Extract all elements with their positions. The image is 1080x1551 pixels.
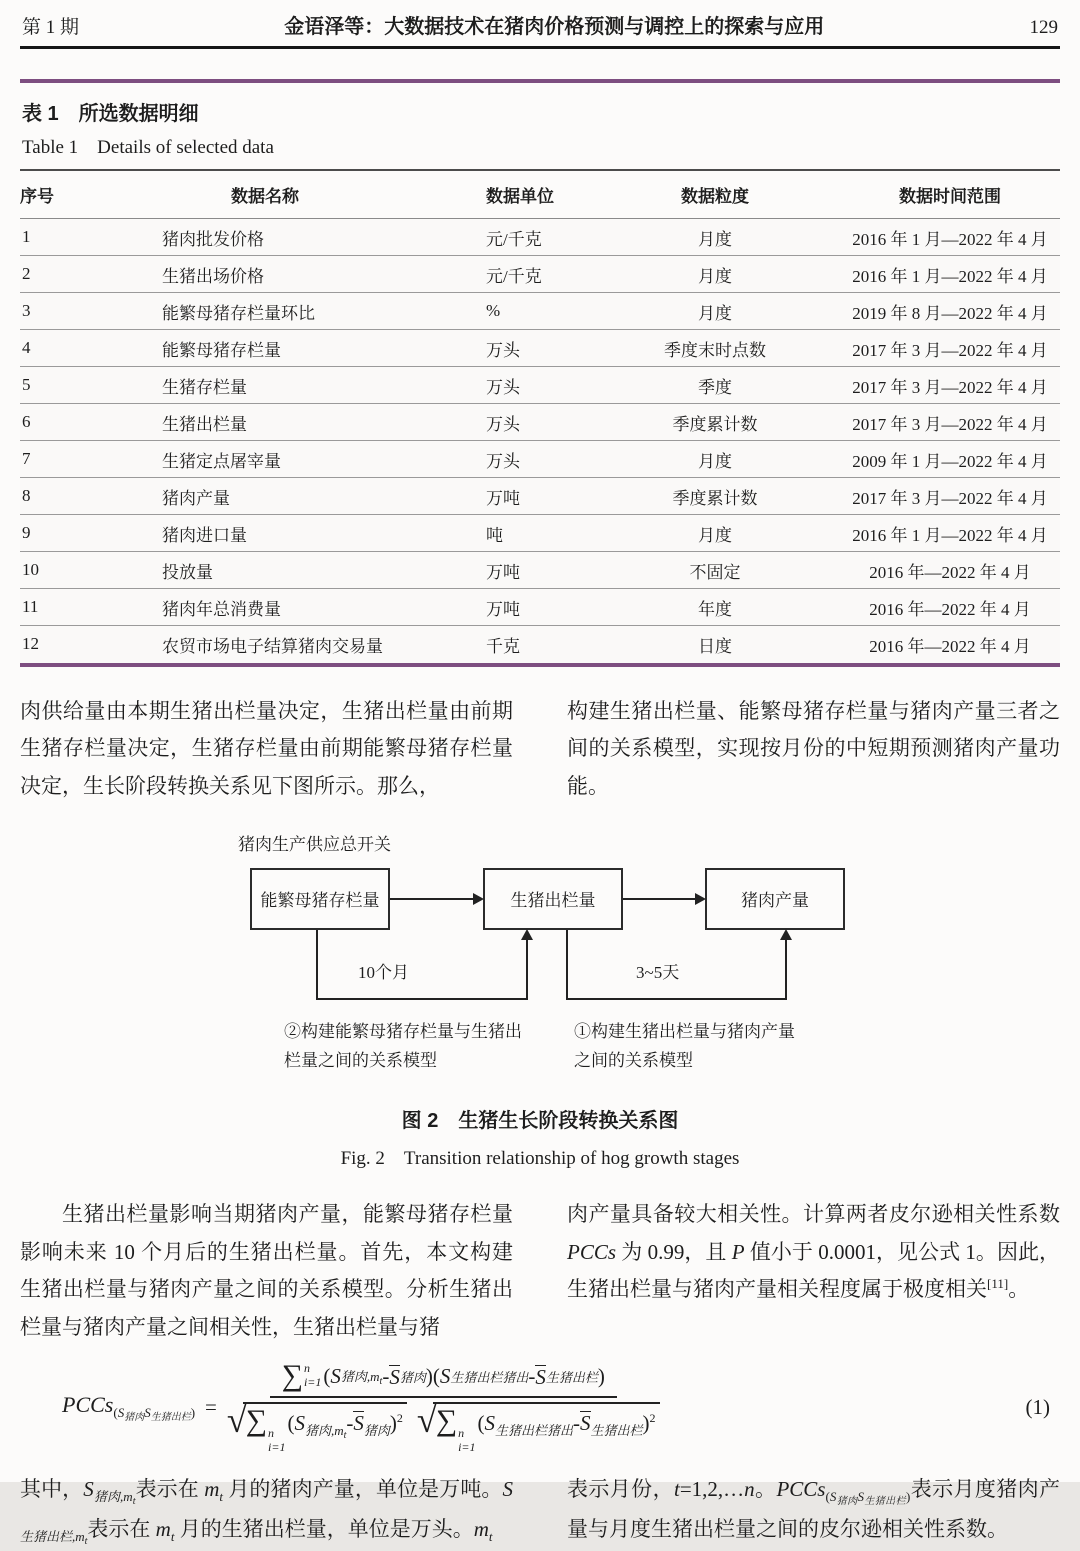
cell-range: 2017 年 3 月—2022 年 4 月 [840, 478, 1060, 515]
cell-index: 6 [20, 404, 80, 441]
math-sub [93, 1488, 136, 1507]
math-sub-text: 猪肉,m [93, 1488, 133, 1504]
cell-name: 猪肉产量 [80, 478, 450, 515]
math-sub-text: 猪肉 [363, 1423, 390, 1439]
paren: ( [477, 1411, 485, 1436]
radical [227, 1402, 407, 1455]
table-bottom-accent-rule [20, 663, 1060, 667]
sum-icon: ∑ [245, 1404, 268, 1438]
elbow1-horizontal-line [316, 998, 528, 1000]
radical-body [243, 1402, 407, 1455]
text-run: 肉产量具备较大相关性。计算两者皮尔逊相关性系数 [567, 1201, 1060, 1226]
math-subsub: 猪肉 [124, 1412, 145, 1424]
math-var-s-bar: S [353, 1411, 364, 1436]
math-sub [341, 1366, 382, 1387]
table-row [20, 219, 1060, 256]
diagram-switch-label: 猪肉生产供应总开关 [238, 834, 391, 854]
paren: ( [323, 1363, 331, 1388]
elbow2-up-line [785, 940, 787, 1000]
cell-unit: 千克 [450, 626, 590, 663]
arrow-line-1 [390, 898, 474, 900]
cell-granularity: 季度 [590, 367, 840, 404]
arrow-right-icon [473, 893, 484, 905]
text-columns-2 [20, 1196, 1060, 1347]
cell-name: 能繁母猪存栏量 [80, 330, 450, 367]
sum-limits [268, 1427, 285, 1455]
fraction [227, 1361, 660, 1455]
table-title-cn: 表 1 所选数据明细 [22, 103, 199, 125]
minus-sign: - [528, 1363, 536, 1388]
sqrt-icon: √ [416, 1400, 437, 1441]
minus-sign: - [346, 1411, 354, 1436]
cell-granularity: 月度 [590, 293, 840, 330]
math-var-m: m [473, 1516, 489, 1541]
cell-range: 2019 年 8 月—2022 年 4 月 [840, 293, 1060, 330]
elbow2-down-line [566, 930, 568, 1000]
sum-upper: n [268, 1426, 275, 1441]
square-exponent: 2 [649, 1411, 656, 1426]
cell-range: 2016 年 1 月—2022 年 4 月 [840, 256, 1060, 293]
math-var-n: n [744, 1476, 755, 1501]
cell-name: 能繁母猪存栏量环比 [80, 293, 450, 330]
cell-index: 3 [20, 293, 80, 330]
fraction-denominator [227, 1398, 660, 1455]
arrow-right-icon [695, 893, 706, 905]
data-table-head [20, 170, 1060, 219]
table-row [20, 330, 1060, 367]
table-title-en: Table 1 Details of selected data [22, 137, 274, 158]
data-table-body [20, 219, 1060, 663]
cell-index: 2 [20, 256, 80, 293]
table-row [20, 256, 1060, 293]
table-row [20, 589, 1060, 626]
math-var-t: t [673, 1476, 680, 1501]
cell-range: 2017 年 3 月—2022 年 4 月 [840, 367, 1060, 404]
fraction-numerator [270, 1361, 617, 1398]
diagram-note-2 [284, 1018, 522, 1076]
paren: ) [905, 1488, 911, 1504]
cell-name: 生猪出场价格 [80, 256, 450, 293]
cell-name: 猪肉批发价格 [80, 219, 450, 256]
paren: ) [597, 1363, 605, 1388]
math-var-s-bar: S [580, 1411, 591, 1436]
cell-index: 7 [20, 441, 80, 478]
math-sub [825, 1488, 911, 1507]
cell-unit: % [450, 293, 590, 330]
mean-bar [580, 1411, 591, 1434]
paren: ( [825, 1488, 830, 1504]
cell-unit: 吨 [450, 515, 590, 552]
table-row [20, 515, 1060, 552]
text-run: 月的生猪出栏量，单位是万头。 [174, 1516, 474, 1541]
running-head [20, 8, 1060, 39]
elbow1-up-line [526, 940, 528, 1000]
text-columns-3 [20, 1471, 1060, 1551]
math-var-s: S [502, 1476, 514, 1501]
table-row [20, 367, 1060, 404]
paren: ( [432, 1363, 440, 1388]
math-var-s: S [144, 1405, 151, 1421]
col-header-name: 数据名称 [80, 170, 450, 219]
math-sub-text: t [488, 1528, 493, 1544]
mean-bar [353, 1411, 364, 1434]
paragraph-left-2: 生猪出栏量影响当期猪肉产量，能繁母猪存栏量影响未来 10 个月后的生猪出栏量。首先，本文构建生猪出栏量与猪肉产量之间的关系模型。分析生猪出栏量与猪肉产量之间相关性，生猪出栏量与猪 [20, 1201, 513, 1340]
math-subsub: 生猪出栏 [150, 1412, 191, 1424]
math-var-s: S [857, 1488, 864, 1504]
diagram-note-1 [574, 1018, 795, 1076]
math-sub-text: 猪肉 [399, 1369, 426, 1385]
cell-range: 2016 年—2022 年 4 月 [840, 552, 1060, 589]
figure-caption-cn: 图 2 生猪生长阶段转换关系图 [401, 1109, 679, 1132]
paragraph-right-1: 构建生猪出栏量、能繁母猪存栏量与猪肉产量三者之间的关系模型，实现按月份的中短期预测猪肉产量功能。 [567, 698, 1060, 799]
math-var-s: S [330, 1363, 341, 1388]
square-exponent: 2 [396, 1411, 403, 1426]
cell-unit: 万吨 [450, 589, 590, 626]
cell-name: 猪肉年总消费量 [80, 589, 450, 626]
cell-index: 11 [20, 589, 80, 626]
cell-granularity: 日度 [590, 626, 840, 663]
table-row [20, 404, 1060, 441]
sqrt-icon: √ [226, 1400, 247, 1441]
col-header-unit: 数据单位 [450, 170, 590, 219]
elbow2-horizontal-line [566, 998, 787, 1000]
text-run: =1,2,… [679, 1476, 745, 1501]
math-subsub: t [132, 1495, 136, 1507]
mean-bar [389, 1365, 400, 1388]
math-subsub: t [84, 1535, 88, 1547]
radical [417, 1402, 660, 1455]
sum-icon: ∑ [435, 1404, 458, 1438]
text-run: 为 0.99，且 [616, 1239, 732, 1264]
cell-granularity: 月度 [590, 256, 840, 293]
note-left [20, 1471, 513, 1551]
cell-index: 10 [20, 552, 80, 589]
diagram-note-2-line1: ②构建能繁母猪存栏量与生猪出 [284, 1021, 522, 1041]
equation-lhs [62, 1392, 195, 1423]
math-var-s: S [117, 1405, 125, 1421]
cell-granularity: 不固定 [590, 552, 840, 589]
diagram-box-hog-output: 生猪出栏量 [483, 868, 623, 930]
math-subsub: 生猪出栏 [864, 1495, 906, 1507]
text-run: 。 [754, 1476, 777, 1501]
cell-index: 9 [20, 515, 80, 552]
table-top-accent-rule [20, 79, 1060, 83]
col-header-index: 序号 [20, 170, 80, 219]
equation-1 [20, 1361, 1060, 1455]
diagram-note-2-line2: 栏量之间的关系模型 [284, 1050, 437, 1070]
math-sub [20, 1528, 88, 1547]
cell-index: 1 [20, 219, 80, 256]
paragraph-left-1: 肉供给量由本期生猪出栏量决定，生猪出栏量由前期生猪存栏量决定，生猪存栏量由前期能繁母猪存栏量决定，生长阶段转换关系见下图所示。那么， [20, 698, 513, 799]
running-title: 金语泽等：大数据技术在猪肉价格预测与调控上的探索与应用 [284, 16, 825, 38]
math-subsub: 猪肉 [836, 1495, 858, 1507]
math-var-s: S [83, 1476, 94, 1501]
cell-name: 生猪定点屠宰量 [80, 441, 450, 478]
minus-sign: - [573, 1411, 581, 1436]
math-sub-text: 猪肉,m [340, 1368, 380, 1384]
cell-name: 投放量 [80, 552, 450, 589]
hog-stage-diagram [216, 830, 876, 1082]
math-var-s-bar: S [535, 1364, 546, 1389]
cell-granularity: 月度 [590, 441, 840, 478]
cell-range: 2017 年 3 月—2022 年 4 月 [840, 404, 1060, 441]
cell-granularity: 季度末时点数 [590, 330, 840, 367]
text-run: 表示月度猪肉产量与月度生猪出栏量之间的皮尔逊相关性系数。 [567, 1476, 1061, 1541]
cell-unit: 万吨 [450, 552, 590, 589]
cell-index: 4 [20, 330, 80, 367]
cell-granularity: 季度累计数 [590, 478, 840, 515]
diagram-box-pork-production: 猪肉产量 [705, 868, 845, 930]
math-sub-text: t [219, 1488, 223, 1504]
cell-index: 5 [20, 367, 80, 404]
arrow-line-2 [623, 898, 695, 900]
math-var-s: S [829, 1488, 837, 1504]
cell-index: 12 [20, 626, 80, 663]
paren: ( [287, 1411, 295, 1436]
sum-upper: n [458, 1426, 465, 1441]
cell-range: 2016 年—2022 年 4 月 [840, 589, 1060, 626]
header-row [20, 170, 1060, 219]
col-header-granularity: 数据粒度 [590, 170, 840, 219]
cell-granularity: 年度 [590, 589, 840, 626]
sum-lower: i=1 [458, 1439, 476, 1454]
math-var-s: S [439, 1363, 451, 1388]
diagram-box-sow-inventory: 能繁母猪存栏量 [250, 868, 390, 930]
table-row [20, 478, 1060, 515]
header-rule [20, 46, 1060, 49]
math-sub-text: 生猪出栏 [545, 1369, 598, 1385]
equation-number: (1) [1025, 1395, 1050, 1420]
math-var-pccs: PCCs [776, 1476, 826, 1501]
text-run: 。 [1008, 1277, 1030, 1302]
table-row [20, 441, 1060, 478]
paren: ( [113, 1405, 118, 1421]
cell-unit: 元/千克 [450, 256, 590, 293]
text-run: 其中， [20, 1476, 84, 1501]
math-sub-text: t [170, 1528, 175, 1544]
cell-name: 生猪出栏量 [80, 404, 450, 441]
text-run: 值小于 0.0001，见公式 1。因此，生猪出栏量与猪肉产量相关程度属于极度相关 [567, 1239, 1061, 1302]
math-var-p: P [731, 1239, 745, 1264]
text-run: 表示在 [87, 1516, 156, 1541]
paren: ) [425, 1363, 433, 1388]
math-var-pccs: PCCs [62, 1392, 114, 1418]
data-table [20, 169, 1060, 663]
math-sub-text: 生猪出栏,m [20, 1528, 85, 1544]
math-subsub: t [379, 1375, 383, 1387]
table-row [20, 552, 1060, 589]
math-sub-text: 猪肉,m [304, 1423, 344, 1439]
arrow-up-icon [780, 929, 792, 940]
text-columns-1 [20, 693, 1060, 806]
math-var-s: S [484, 1411, 496, 1436]
cell-range: 2016 年—2022 年 4 月 [840, 626, 1060, 663]
elbow2-label: 3~5天 [636, 962, 680, 982]
cell-unit: 万头 [450, 404, 590, 441]
cell-granularity: 季度累计数 [590, 404, 840, 441]
cell-unit: 元/千克 [450, 219, 590, 256]
cell-unit: 万头 [450, 441, 590, 478]
math-sub-text: 生猪出栏猪出 [495, 1423, 574, 1439]
cell-range: 2017 年 3 月—2022 年 4 月 [840, 330, 1060, 367]
table-row [20, 293, 1060, 330]
math-subsub: t [343, 1430, 347, 1442]
cell-unit: 万头 [450, 367, 590, 404]
paren: ) [190, 1405, 196, 1421]
sum-limits [458, 1427, 475, 1455]
sum-limits [304, 1362, 321, 1390]
cell-granularity: 月度 [590, 219, 840, 256]
figure-caption-en: Fig. 2 Transition relationship of hog growth stages [340, 1147, 740, 1169]
equals-sign: = [205, 1395, 217, 1420]
cell-unit: 万吨 [450, 478, 590, 515]
cell-granularity: 月度 [590, 515, 840, 552]
diagram-note-1-line2: 之间的关系模型 [574, 1050, 693, 1070]
sum-icon: ∑ [281, 1359, 303, 1393]
sum-lower: i=1 [303, 1375, 322, 1390]
math-var-pccs: PCCs [567, 1239, 617, 1264]
radical-body [433, 1402, 660, 1455]
text-run: 月的猪肉产量，单位是万吨。 [223, 1476, 503, 1501]
math-sub-text: 生猪出栏猪出 [450, 1369, 529, 1385]
text-run: 表示在 [135, 1476, 205, 1501]
math-var-m: m [155, 1516, 171, 1541]
cell-unit: 万头 [450, 330, 590, 367]
sum-upper: n [303, 1361, 310, 1376]
cell-index: 8 [20, 478, 80, 515]
table-row [20, 626, 1060, 663]
col-header-range: 数据时间范围 [840, 170, 1060, 219]
math-sub-text: 生猪出栏 [590, 1423, 643, 1439]
citation-ref: [11] [987, 1276, 1009, 1292]
math-var-m: m [204, 1476, 220, 1501]
page-number: 129 [1029, 17, 1058, 38]
math-sub [113, 1405, 196, 1424]
cell-name: 猪肉进口量 [80, 515, 450, 552]
note-right [567, 1471, 1060, 1551]
paren: ) [389, 1411, 397, 1436]
cell-range: 2016 年 1 月—2022 年 4 月 [840, 219, 1060, 256]
math-var-s-bar: S [389, 1364, 400, 1389]
text-run: 表示月份， [567, 1476, 674, 1501]
arrow-up-icon [521, 929, 533, 940]
sum-lower: i=1 [268, 1439, 286, 1454]
elbow1-down-line [316, 930, 318, 1000]
cell-name: 农贸市场电子结算猪肉交易量 [80, 626, 450, 663]
math-var-s: S [294, 1411, 305, 1436]
elbow1-label: 10个月 [358, 962, 409, 982]
cell-range: 2016 年 1 月—2022 年 4 月 [840, 515, 1060, 552]
paren: ) [642, 1411, 650, 1436]
cell-range: 2009 年 1 月—2022 年 4 月 [840, 441, 1060, 478]
cell-name: 生猪存栏量 [80, 367, 450, 404]
paragraph-right-2 [567, 1196, 1060, 1347]
math-sub [304, 1423, 347, 1442]
journal-issue: 第 1 期 [22, 17, 80, 38]
diagram-note-1-line1: ①构建生猪出栏量与猪肉产量 [574, 1021, 795, 1041]
mean-bar [535, 1365, 546, 1388]
minus-sign: - [382, 1363, 390, 1388]
